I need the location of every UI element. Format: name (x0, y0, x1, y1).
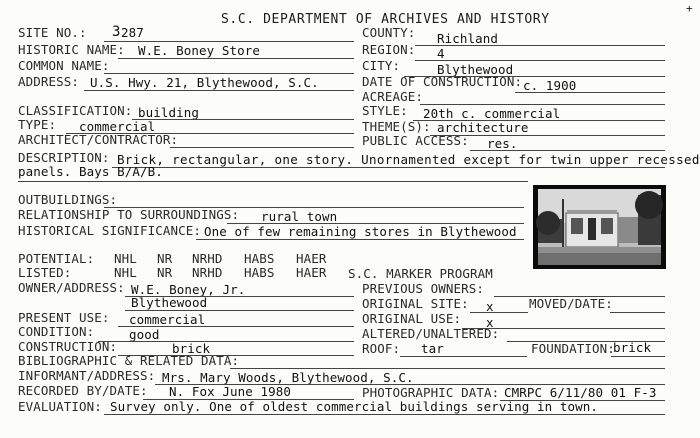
recorded-label: RECORDED BY/DATE: (18, 383, 148, 398)
owner-address-line-2: Blythewood (131, 295, 208, 310)
potential-option-haer: HAER (296, 251, 327, 266)
altered-label: ALTERED/UNALTERED: (362, 326, 500, 341)
condition-rule (98, 341, 354, 342)
historic-name-label: HISTORIC NAME: (18, 42, 125, 57)
bibliographic-rule (230, 368, 665, 369)
listed-option-nr: NR (157, 265, 173, 280)
bibliographic-label: BIBLIOGRAPHIC & RELATED DATA: (18, 353, 240, 368)
date-construction-label: DATE OF CONSTRUCTION: (362, 74, 523, 89)
address-value: U.S. Hwy. 21, Blythewood, S.C. (90, 75, 319, 90)
themes-label: THEME(S): (362, 119, 431, 134)
evaluation-rule (104, 414, 665, 415)
common-name-label: COMMON NAME: (18, 58, 110, 73)
original-site-rule (470, 312, 528, 313)
city-value: Blythewood (437, 62, 514, 77)
style-label: STYLE: (362, 103, 408, 118)
condition-label: CONDITION: (18, 324, 95, 339)
acreage-label: ACREAGE: (362, 89, 424, 104)
marker-program: S.C. MARKER PROGRAM (348, 266, 493, 281)
recorded-value: N. Fox June 1980 (169, 384, 292, 399)
site-no-prefix-mark: 3 (112, 24, 121, 40)
public-access-label: PUBLIC ACCESS: (362, 133, 469, 148)
potential-option-nhl: NHL (114, 251, 137, 266)
significance-label: HISTORICAL SIGNIFICANCE: (18, 223, 202, 238)
building-photograph (533, 185, 666, 269)
potential-label: POTENTIAL: (18, 251, 95, 266)
description-line-2: panels. Bays B/A/B. (18, 164, 163, 179)
public-access-value: res. (487, 136, 518, 151)
original-site-value: x (486, 299, 494, 314)
moved-date-rule (610, 312, 665, 313)
condition-value: good (129, 327, 160, 342)
photographic-value: CMRPC 6/11/80 01 F-3 (504, 385, 657, 400)
historic-name-rule (118, 58, 354, 59)
classification-value: building (138, 105, 200, 120)
relationship-value: rural town (261, 209, 338, 224)
listed-option-haer: HAER (296, 265, 327, 280)
potential-option-nrhd: NRHD (192, 251, 223, 266)
listed-option-habs: HABS (244, 265, 275, 280)
foundation-label: FOUNDATION: (531, 341, 615, 356)
date-construction-value: c. 1900 (523, 78, 577, 93)
themes-value: architecture (437, 120, 529, 135)
classification-rule (132, 119, 354, 120)
architect-label: ARCHITECT/CONTRACTOR: (18, 132, 179, 147)
style-value: 20th c. commercial (423, 106, 561, 121)
evaluation-label: EVALUATION: (18, 399, 102, 414)
owner-address-label: OWNER/ADDRESS: (18, 280, 125, 295)
previous-owners-label: PREVIOUS OWNERS: (362, 281, 485, 296)
roof-value: tar (421, 341, 444, 356)
public-access-rule (470, 150, 665, 151)
owner-address-rule-2 (125, 310, 354, 311)
original-site-label: ORIGINAL SITE: (362, 296, 469, 311)
photographic-label: PHOTOGRAPHIC DATA: (362, 385, 500, 400)
description-label: DESCRIPTION: (18, 150, 110, 165)
card-header: S.C. DEPARTMENT OF ARCHIVES AND HISTORY (221, 12, 550, 27)
description-rule-2 (18, 181, 528, 182)
region-label: REGION: (362, 42, 416, 57)
building-photo-image (533, 185, 666, 269)
informant-value: Mrs. Mary Woods, Blythewood, S.C. (162, 370, 414, 385)
type-label: TYPE: (18, 117, 57, 132)
moved-date-label: MOVED/DATE: (529, 296, 613, 311)
corner-mark: + (686, 2, 693, 15)
description-line-1: Brick, rectangular, one story. Unornamented except for twin upper recessed (117, 152, 700, 167)
present-use-value: commercial (129, 312, 206, 327)
present-use-label: PRESENT USE: (18, 310, 110, 325)
date-construction-rule (515, 92, 665, 93)
relationship-label: RELATIONSHIP TO SURROUNDINGS: (18, 207, 240, 222)
construction-value: brick (172, 341, 211, 356)
site-no-label: SITE NO.: (18, 25, 87, 40)
architect-rule (170, 147, 354, 148)
county-rule (415, 45, 665, 46)
region-rule (415, 60, 665, 61)
address-rule (84, 90, 354, 91)
potential-option-nr: NR (157, 251, 173, 266)
informant-label: INFORMANT/ADDRESS: (18, 368, 156, 383)
address-label: ADDRESS: (18, 74, 80, 89)
evaluation-value: Survey only. One of oldest commercial buildings serving in town. (110, 399, 599, 414)
description-rule-1 (112, 167, 665, 168)
roof-label: ROOF: (362, 341, 401, 356)
classification-label: CLASSIFICATION: (18, 103, 133, 118)
roof-rule (400, 356, 527, 357)
region-value: 4 (437, 46, 445, 61)
city-label: CITY: (362, 58, 401, 73)
listed-option-nrhd: NRHD (192, 265, 223, 280)
significance-value: One of few remaining stores in Blythewood (204, 224, 517, 239)
original-use-label: ORIGINAL USE: (362, 311, 462, 326)
common-name-rule (104, 73, 354, 74)
listed-option-nhl: NHL (114, 265, 137, 280)
outbuildings-label: OUTBUILDINGS: (18, 192, 118, 207)
site-no-value: 287 (121, 25, 144, 40)
historic-name-value: W.E. Boney Store (138, 43, 261, 58)
significance-rule (196, 239, 524, 240)
listed-label: LISTED: (18, 265, 72, 280)
acreage-rule (420, 104, 665, 105)
foundation-value: brick (613, 340, 652, 355)
foundation-rule (611, 356, 665, 357)
potential-option-habs: HABS (244, 251, 275, 266)
original-use-value: x (486, 315, 494, 330)
county-value: Richland (437, 31, 499, 46)
construction-label: CONSTRUCTION: (18, 339, 118, 354)
site-no-rule (104, 41, 354, 42)
county-label: COUNTY: (362, 25, 416, 40)
type-value: commercial (79, 119, 156, 134)
owner-address-line-1: W.E. Boney, Jr. (131, 282, 246, 297)
